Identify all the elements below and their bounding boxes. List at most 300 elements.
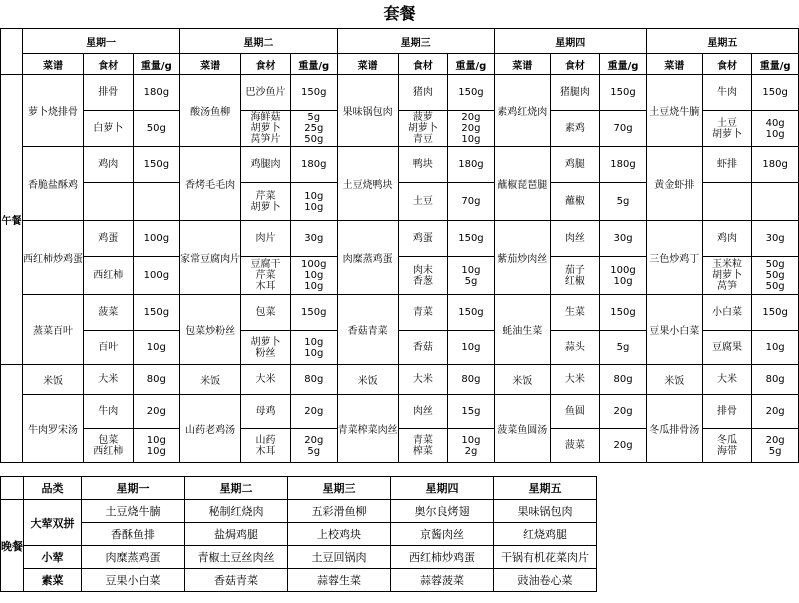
dish-name: 紫茄炒肉丝 (494, 221, 550, 295)
ingredient-weight: 70g (461, 196, 481, 207)
column-header-weight: 重量/g (290, 54, 337, 75)
ingredient-weight: 2g (464, 445, 478, 457)
weight-cell (752, 365, 799, 395)
weight-cell (752, 395, 799, 429)
ingredient-name: 菠菜 (564, 440, 585, 451)
dinner-dish: 青椒土豆丝肉丝 (185, 546, 288, 569)
ingredient-weight: 20g (146, 406, 166, 417)
ingredient-weight: 5g (464, 275, 478, 287)
weight-cell (133, 221, 180, 257)
dish-name: 果味锅包肉 (337, 75, 398, 147)
table-row (1, 147, 799, 183)
table-row (1, 295, 799, 331)
weight-cell (133, 395, 180, 429)
ingredient-weight: 150g (610, 87, 636, 98)
ingredient-cell (550, 75, 600, 111)
dish-name: 青菜榨菜肉丝 (337, 395, 398, 463)
dinner-day-header: 星期一 (82, 477, 185, 500)
ingredient-name: 玉米粒 (711, 259, 742, 270)
ingredient-weight: 10g (304, 190, 324, 202)
ingredient-weight: 10g (146, 445, 166, 457)
ingredient-name: 香菇 (412, 342, 433, 353)
category-name: 大荤双拼 (24, 500, 82, 546)
ingredient-cell (550, 111, 600, 147)
ingredient-cell (398, 429, 448, 463)
ingredient-weight: 150g (143, 159, 170, 170)
ingredient-weight: 150g (458, 233, 484, 244)
table-row (1, 523, 597, 546)
ingredient-weight: 180g (143, 87, 170, 98)
ingredient-name: 茄子 (564, 264, 585, 276)
ingredient-name: 鸡腿 (564, 159, 585, 170)
ingredient-cell (83, 257, 133, 295)
ingredient-name: 胡萝卜 (250, 336, 281, 348)
ingredient-cell (702, 429, 752, 463)
weight-cell (600, 429, 647, 463)
column-header-ingredient: 食材 (702, 54, 752, 75)
ingredient-cell (241, 147, 291, 183)
ingredient-name: 胡萝卜 (711, 270, 742, 281)
ingredient-weight: 15g (461, 406, 481, 417)
ingredient-weight: 20g (461, 112, 481, 123)
ingredient-weight: 50g (765, 270, 785, 281)
ingredient-weight: 20g (765, 406, 785, 417)
dinner-dish: 土豆回锅肉 (288, 546, 391, 569)
column-header-ingredient: 食材 (83, 54, 133, 75)
dinner-section-label: 晚餐 (1, 500, 24, 592)
lunch-table (0, 28, 799, 463)
ingredient-weight: 20g (461, 123, 481, 134)
dish-name: 米饭 (646, 365, 702, 395)
dinner-dish: 豉油卷心菜 (494, 569, 597, 592)
weight-cell (752, 221, 799, 257)
column-header-ingredient: 食材 (550, 54, 600, 75)
ingredient-name: 巴沙鱼片 (245, 87, 286, 98)
ingredient-cell (398, 111, 448, 147)
ingredient-cell (398, 147, 448, 183)
ingredient-cell (550, 257, 600, 295)
ingredient-cell (241, 75, 291, 111)
weight-cell (448, 429, 495, 463)
column-header-dish: 菜谱 (494, 54, 550, 75)
ingredient-weight: 10g (146, 342, 166, 353)
dish-name: 西红柿炒鸡蛋 (22, 221, 83, 295)
weight-cell (133, 429, 180, 463)
dish-name: 包菜炒粉丝 (180, 295, 241, 365)
category-header: 品类 (24, 477, 82, 500)
ingredient-name: 豆腐果 (711, 342, 742, 353)
ingredient-cell (83, 147, 133, 183)
weight-cell (752, 183, 799, 221)
ingredient-weight: 150g (458, 307, 484, 318)
weight-cell (600, 111, 647, 147)
ingredient-weight: 20g (304, 434, 324, 446)
ingredient-name: 莴笋片 (250, 134, 281, 145)
table-row (1, 500, 597, 523)
weight-cell (448, 111, 495, 147)
ingredient-name: 素鸡 (564, 123, 585, 134)
ingredient-cell (83, 221, 133, 257)
ingredient-name: 牛肉 (716, 87, 737, 98)
dish-name: 米饭 (494, 365, 550, 395)
ingredient-weight: 10g (613, 275, 633, 287)
ingredient-weight: 5g (768, 445, 782, 457)
weight-cell (600, 75, 647, 111)
dish-name: 米饭 (337, 365, 398, 395)
weight-cell (600, 221, 647, 257)
dinner-dish: 蒜蓉生菜 (288, 569, 391, 592)
ingredient-weight: 10g (146, 434, 166, 446)
weight-cell (752, 75, 799, 111)
weight-cell (752, 429, 799, 463)
ingredient-name: 木耳 (255, 445, 276, 457)
ingredient-name: 榨菜 (412, 445, 433, 457)
ingredient-cell (241, 331, 291, 365)
day-header: 星期五 (646, 29, 798, 54)
weight-cell (290, 395, 337, 429)
table-row (1, 221, 799, 257)
ingredient-cell (550, 429, 600, 463)
ingredient-weight: 150g (610, 307, 636, 318)
dinner-dish: 秘制红烧肉 (185, 500, 288, 523)
ingredient-cell (83, 183, 133, 221)
weight-cell (752, 295, 799, 331)
weight-cell (752, 257, 799, 295)
weight-cell (600, 147, 647, 183)
weight-cell (290, 183, 337, 221)
ingredient-weight: 180g (301, 159, 327, 170)
dish-name: 三色炒鸡丁 (646, 221, 702, 295)
ingredient-name: 大米 (255, 374, 276, 385)
ingredient-name: 木耳 (255, 281, 276, 292)
ingredient-weight: 70g (613, 123, 633, 134)
column-header-ingredient: 食材 (398, 54, 448, 75)
ingredient-name: 西红柿 (93, 270, 124, 281)
weight-cell (600, 257, 647, 295)
ingredient-weight: 180g (458, 159, 484, 170)
ingredient-weight: 5g (307, 112, 321, 123)
weight-cell (133, 147, 180, 183)
ingredient-name: 大米 (716, 374, 737, 385)
weight-cell (290, 221, 337, 257)
ingredient-weight: 10g (461, 434, 481, 446)
ingredient-name: 鸡肉 (98, 159, 119, 170)
ingredient-name: 鱼圆 (564, 406, 585, 417)
dinner-day-header: 星期二 (185, 477, 288, 500)
ingredient-weight: 40g (765, 117, 785, 129)
ingredient-name: 青菜 (412, 307, 433, 318)
weight-cell (290, 365, 337, 395)
dish-name: 米饭 (180, 365, 241, 395)
ingredient-name: 青菜 (412, 434, 433, 446)
ingredient-cell (702, 295, 752, 331)
ingredient-cell (398, 221, 448, 257)
dinner-dish: 京酱肉丝 (391, 523, 494, 546)
column-header-dish: 菜谱 (22, 54, 83, 75)
weight-cell (448, 295, 495, 331)
weight-cell (600, 365, 647, 395)
ingredient-cell (83, 111, 133, 147)
ingredient-weight: 80g (613, 374, 633, 385)
dish-name: 蘸椒琵琶腿 (494, 147, 550, 221)
ingredient-cell (241, 221, 291, 257)
category-name: 小荤 (24, 546, 82, 569)
dinner-day-header: 星期三 (288, 477, 391, 500)
ingredient-cell (550, 331, 600, 365)
weight-cell (752, 147, 799, 183)
ingredient-name: 鸡蛋 (98, 233, 119, 244)
column-header-dish: 菜谱 (180, 54, 241, 75)
section-divider (0, 462, 799, 477)
dish-name: 土豆烧牛腩 (646, 75, 702, 147)
ingredient-name: 海鲜菇 (250, 112, 281, 123)
ingredient-cell (241, 183, 291, 221)
ingredient-name: 冬瓜 (716, 434, 737, 446)
ingredient-cell (398, 395, 448, 429)
ingredient-weight: 100g (301, 259, 327, 270)
ingredient-weight: 50g (146, 123, 166, 134)
ingredient-name: 土豆 (412, 196, 433, 207)
ingredient-name: 海带 (716, 445, 737, 457)
ingredient-weight: 50g (304, 134, 324, 145)
ingredient-weight: 5g (616, 342, 630, 353)
ingredient-weight: 10g (304, 201, 324, 213)
weight-cell (600, 183, 647, 221)
weight-cell (600, 295, 647, 331)
dish-name: 家常豆腐肉片 (180, 221, 241, 295)
weight-cell (600, 395, 647, 429)
ingredient-name: 排骨 (98, 87, 119, 98)
ingredient-cell (702, 365, 752, 395)
ingredient-cell (550, 295, 600, 331)
column-header-weight: 重量/g (133, 54, 180, 75)
ingredient-weight: 80g (146, 374, 166, 385)
weight-cell (752, 111, 799, 147)
lunch-section-label: 午餐 (1, 75, 23, 365)
dinner-dish: 西红柿炒鸡蛋 (391, 546, 494, 569)
ingredient-cell (398, 75, 448, 111)
dish-name: 山药老鸡汤 (180, 395, 241, 463)
ingredient-name: 包菜 (98, 434, 119, 446)
ingredient-cell (702, 395, 752, 429)
dinner-dish: 红烧鸡腿 (494, 523, 597, 546)
ingredient-weight: 10g (304, 270, 324, 281)
ingredient-cell (550, 395, 600, 429)
dish-name: 香菇青菜 (337, 295, 398, 365)
ingredient-cell (702, 331, 752, 365)
weight-cell (448, 221, 495, 257)
ingredient-name: 芹菜 (255, 190, 276, 202)
ingredient-cell (702, 221, 752, 257)
ingredient-cell (241, 365, 291, 395)
ingredient-cell (241, 111, 291, 147)
ingredient-name: 菠萝 (412, 112, 433, 123)
column-header-dish: 菜谱 (646, 54, 702, 75)
weight-cell (290, 147, 337, 183)
ingredient-cell (241, 395, 291, 429)
ingredient-weight: 10g (304, 281, 324, 292)
dinner-dish: 肉糜蒸鸡蛋 (82, 546, 185, 569)
weight-cell (133, 111, 180, 147)
ingredient-weight: 10g (765, 342, 785, 353)
dish-name: 肉糜蒸鸡蛋 (337, 221, 398, 295)
dish-name: 香烤毛毛肉 (180, 147, 241, 221)
ingredient-weight: 150g (301, 87, 327, 98)
ingredient-weight: 5g (307, 445, 321, 457)
weight-cell (290, 75, 337, 111)
weight-cell (133, 183, 180, 221)
ingredient-weight: 180g (610, 159, 636, 170)
ingredient-weight: 30g (613, 233, 633, 244)
ingredient-cell (241, 257, 291, 295)
ingredient-name: 胡萝卜 (250, 123, 281, 134)
dish-name: 豆果小白菜 (646, 295, 702, 365)
ingredient-cell (702, 111, 752, 147)
ingredient-weight: 20g (613, 440, 633, 451)
ingredient-name: 鸭块 (412, 159, 433, 170)
dish-name: 菠菜鱼圆汤 (494, 395, 550, 463)
weight-cell (448, 331, 495, 365)
ingredient-name: 鸡肉 (716, 233, 737, 244)
table-row (1, 569, 597, 592)
ingredient-weight: 5g (616, 196, 630, 207)
ingredient-cell (702, 75, 752, 111)
column-header-ingredient: 食材 (241, 54, 291, 75)
ingredient-name: 鸡蛋 (412, 233, 433, 244)
day-header: 星期二 (180, 29, 337, 54)
ingredient-name: 肉末 (412, 264, 433, 276)
ingredient-name: 莴笋 (716, 281, 737, 292)
ingredient-weight: 150g (458, 87, 484, 98)
ingredient-cell (398, 331, 448, 365)
dinner-dish: 上校鸡块 (288, 523, 391, 546)
ingredient-cell (83, 75, 133, 111)
corner-cell (1, 29, 23, 75)
ingredient-weight: 20g (613, 406, 633, 417)
ingredient-name: 粉丝 (255, 347, 276, 359)
day-header: 星期一 (22, 29, 179, 54)
ingredient-name: 排骨 (716, 406, 737, 417)
ingredient-name: 大米 (98, 374, 119, 385)
category-name: 素菜 (24, 569, 82, 592)
ingredient-weight: 10g (461, 342, 481, 353)
ingredient-name: 鸡腿肉 (250, 159, 281, 170)
dish-name: 素鸡红烧肉 (494, 75, 550, 147)
weight-cell (290, 331, 337, 365)
ingredient-cell (83, 295, 133, 331)
table-row (1, 75, 799, 111)
ingredient-name: 西红柿 (93, 445, 124, 457)
ingredient-name: 小白菜 (711, 307, 742, 318)
ingredient-name: 山药 (255, 434, 276, 446)
ingredient-cell (398, 365, 448, 395)
weight-cell (448, 75, 495, 111)
ingredient-cell (241, 429, 291, 463)
ingredient-weight: 180g (762, 159, 788, 170)
ingredient-name: 芹菜 (255, 270, 276, 281)
ingredient-name: 豆腐干 (250, 259, 281, 270)
ingredient-weight: 50g (765, 259, 785, 270)
ingredient-cell (550, 221, 600, 257)
dish-name: 香脆盐酥鸡 (22, 147, 83, 221)
dish-name: 萝卜烧排骨 (22, 75, 83, 147)
table-row (1, 365, 799, 395)
dinner-day-header: 星期四 (391, 477, 494, 500)
weight-cell (133, 257, 180, 295)
dinner-dish: 蒜蓉菠菜 (391, 569, 494, 592)
weight-cell (133, 331, 180, 365)
ingredient-name: 胡萝卜 (407, 123, 438, 134)
ingredient-weight: 10g (304, 336, 324, 348)
ingredient-weight: 10g (461, 264, 481, 276)
ingredient-name: 大米 (564, 374, 585, 385)
ingredient-name: 肉片 (255, 233, 276, 244)
table-row (1, 546, 597, 569)
ingredient-name: 肉丝 (564, 233, 585, 244)
weight-cell (600, 331, 647, 365)
weight-cell (290, 257, 337, 295)
ingredient-name: 蒜头 (564, 342, 585, 353)
weight-cell (133, 75, 180, 111)
ingredient-weight: 20g (304, 406, 324, 417)
dish-name: 蒸菜百叶 (22, 295, 83, 365)
ingredient-cell (83, 365, 133, 395)
page-title: 套餐 (383, 4, 416, 23)
ingredient-weight: 10g (765, 128, 785, 140)
dish-name: 冬瓜排骨汤 (646, 395, 702, 463)
dinner-corner-cell (1, 477, 24, 500)
dish-name: 蚝油生菜 (494, 295, 550, 365)
ingredient-name: 胡萝卜 (711, 128, 742, 140)
dinner-dish: 干锅有机花菜肉片 (494, 546, 597, 569)
ingredient-cell (83, 331, 133, 365)
ingredient-name: 红椒 (564, 275, 585, 287)
dinner-dish: 果味锅包肉 (494, 500, 597, 523)
ingredient-weight: 100g (143, 233, 170, 244)
ingredient-cell (398, 257, 448, 295)
dish-name: 黄金虾排 (646, 147, 702, 221)
ingredient-name: 土豆 (716, 117, 737, 129)
ingredient-name: 菠菜 (98, 307, 119, 318)
dinner-dish: 盐焗鸡腿 (185, 523, 288, 546)
ingredient-name: 包菜 (255, 307, 276, 318)
dinner-dish: 香菇青菜 (185, 569, 288, 592)
ingredient-weight: 100g (610, 264, 636, 276)
dish-name: 土豆烧鸭块 (337, 147, 398, 221)
column-header-weight: 重量/g (600, 54, 647, 75)
dinner-dish: 奥尔良烤翅 (391, 500, 494, 523)
ingredient-weight: 150g (762, 87, 788, 98)
dinner-dish: 香酥鱼排 (82, 523, 185, 546)
column-header-dish: 菜谱 (337, 54, 398, 75)
ingredient-cell (83, 395, 133, 429)
dish-name: 酸汤鱼柳 (180, 75, 241, 147)
ingredient-name: 百叶 (98, 342, 119, 353)
ingredient-cell (702, 183, 752, 221)
ingredient-name: 蘸椒 (564, 196, 585, 207)
dinner-dish: 五彩滑鱼柳 (288, 500, 391, 523)
weight-cell (448, 365, 495, 395)
table-row (1, 395, 799, 429)
dinner-dish: 豆果小白菜 (82, 569, 185, 592)
ingredient-cell (398, 183, 448, 221)
weight-cell (448, 183, 495, 221)
weight-cell (752, 331, 799, 365)
ingredient-name: 香葱 (412, 275, 433, 287)
weight-cell (448, 257, 495, 295)
dish-name: 米饭 (22, 365, 83, 395)
ingredient-weight: 100g (143, 270, 170, 281)
